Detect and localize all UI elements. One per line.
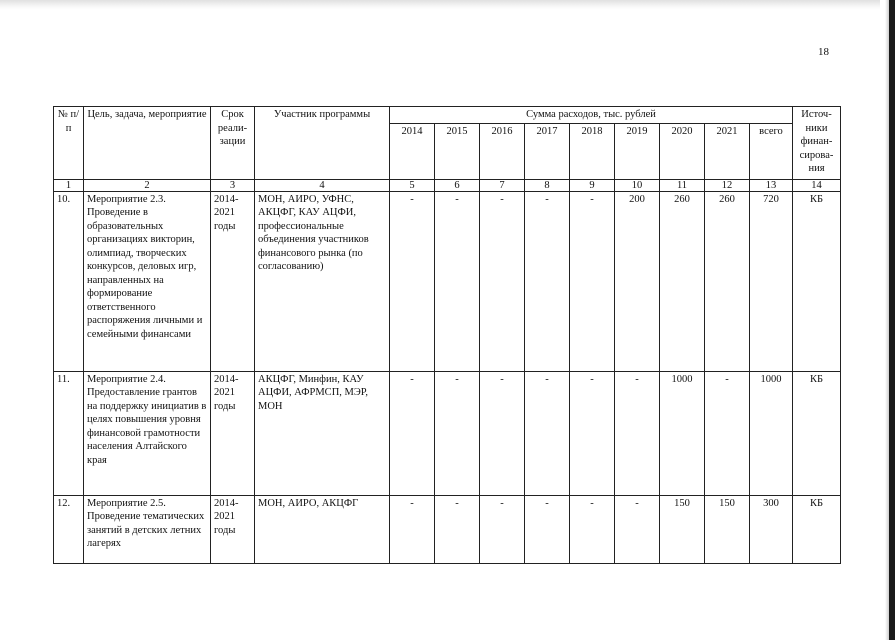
column-number: 3 xyxy=(211,179,255,191)
table-row xyxy=(54,371,841,495)
column-number: 12 xyxy=(705,179,750,191)
row-term: 2014-2021 годы xyxy=(211,371,255,495)
column-number: 8 xyxy=(525,179,570,191)
row-value-2021: 150 xyxy=(705,495,750,563)
header-participant: Участник программы xyxy=(255,107,390,180)
row-goal: Мероприятие 2.3. Проведение в образовательных организациях викторин, олимпиад, творческих конкурсов, деловых игр, направленных на формирование ответственного распоряжения личными и семейными финансами xyxy=(84,191,211,371)
row-value-2018: - xyxy=(570,191,615,371)
header-row xyxy=(54,107,841,124)
column-number: 2 xyxy=(84,179,211,191)
column-number: 10 xyxy=(615,179,660,191)
year-2017: 2017 xyxy=(525,123,570,179)
table-row xyxy=(54,495,841,563)
scan-top-edge xyxy=(0,0,880,10)
row-value-total: 1000 xyxy=(750,371,793,495)
column-number: 5 xyxy=(390,179,435,191)
row-participant: АКЦФГ, Минфин, КАУ АЦФИ, АФРМСП, МЭР, МОН xyxy=(255,371,390,495)
row-value-2014: - xyxy=(390,495,435,563)
row-term: 2014-2021 годы xyxy=(211,495,255,563)
year-2018: 2018 xyxy=(570,123,615,179)
row-value-total: 720 xyxy=(750,191,793,371)
row-value-2019: 200 xyxy=(615,191,660,371)
row-participant: МОН, АИРО, УФНС, АКЦФГ, КАУ АЦФИ, профессиональные объединения участников финансового рынка (по согласованию) xyxy=(255,191,390,371)
budget-table xyxy=(53,106,841,564)
row-term: 2014-2021 годы xyxy=(211,191,255,371)
row-participant: МОН, АИРО, АКЦФГ xyxy=(255,495,390,563)
row-value-2019: - xyxy=(615,371,660,495)
row-num: 11. xyxy=(54,371,84,495)
row-value-2015: - xyxy=(435,371,480,495)
row-value-2016: - xyxy=(480,371,525,495)
column-number: 14 xyxy=(793,179,841,191)
row-value-2021: - xyxy=(705,371,750,495)
row-value-2021: 260 xyxy=(705,191,750,371)
header-term: Срок реали-зации xyxy=(211,107,255,180)
row-value-2015: - xyxy=(435,191,480,371)
column-number: 1 xyxy=(54,179,84,191)
year-2016: 2016 xyxy=(480,123,525,179)
column-number: 9 xyxy=(570,179,615,191)
row-value-2020: 150 xyxy=(660,495,705,563)
header-source: Источ-ники финан-сирова-ния xyxy=(793,107,841,180)
row-goal: Мероприятие 2.5. Проведение тематических занятий в детских летних лагерях xyxy=(84,495,211,563)
row-source: КБ xyxy=(793,371,841,495)
year-2021: 2021 xyxy=(705,123,750,179)
row-value-2019: - xyxy=(615,495,660,563)
table-row xyxy=(54,191,841,371)
row-source: КБ xyxy=(793,191,841,371)
row-value-2018: - xyxy=(570,371,615,495)
year-2015: 2015 xyxy=(435,123,480,179)
column-number: 6 xyxy=(435,179,480,191)
row-value-2016: - xyxy=(480,495,525,563)
year-2014: 2014 xyxy=(390,123,435,179)
row-value-2014: - xyxy=(390,191,435,371)
row-value-2020: 260 xyxy=(660,191,705,371)
header-num: № п/п xyxy=(54,107,84,180)
column-number: 4 xyxy=(255,179,390,191)
column-number: 11 xyxy=(660,179,705,191)
row-num: 12. xyxy=(54,495,84,563)
row-value-2015: - xyxy=(435,495,480,563)
header-sum: Сумма расходов, тыс. рублей xyxy=(390,107,793,124)
year-total: всего xyxy=(750,123,793,179)
row-value-2018: - xyxy=(570,495,615,563)
row-goal: Мероприятие 2.4. Предоставление грантов на поддержку инициатив в целях повышения уровня финансовой грамотности населения Алтайского края xyxy=(84,371,211,495)
scan-right-edge xyxy=(889,0,895,640)
year-2020: 2020 xyxy=(660,123,705,179)
header-goal: Цель, задача, мероприятие xyxy=(84,107,211,180)
row-value-2017: - xyxy=(525,191,570,371)
row-value-total: 300 xyxy=(750,495,793,563)
row-source: КБ xyxy=(793,495,841,563)
row-value-2016: - xyxy=(480,191,525,371)
row-value-2017: - xyxy=(525,371,570,495)
row-value-2014: - xyxy=(390,371,435,495)
year-2019: 2019 xyxy=(615,123,660,179)
row-value-2020: 1000 xyxy=(660,371,705,495)
page-number: 18 xyxy=(818,46,829,58)
column-number: 13 xyxy=(750,179,793,191)
column-number-row xyxy=(54,179,841,191)
row-num: 10. xyxy=(54,191,84,371)
column-number: 7 xyxy=(480,179,525,191)
row-value-2017: - xyxy=(525,495,570,563)
